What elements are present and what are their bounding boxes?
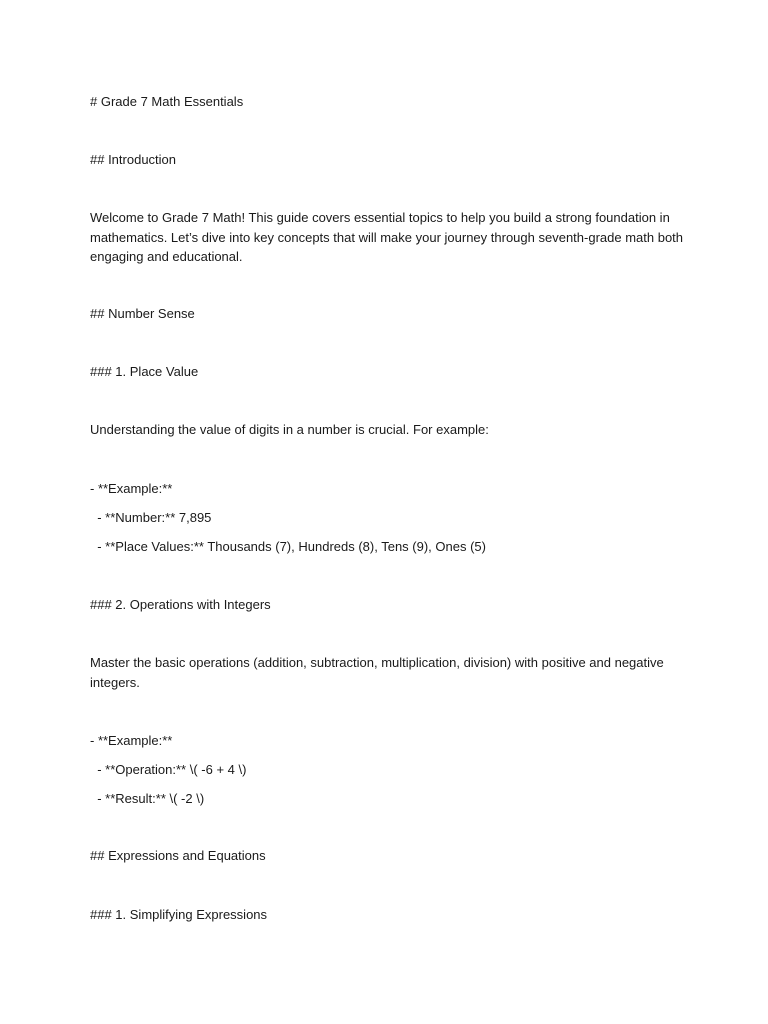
operations-paragraph: Master the basic operations (addition, subtraction, multiplication, division) with positive and negative integers. [90,655,668,690]
heading-number-sense: ## Number Sense [90,306,195,321]
place-value-paragraph: Understanding the value of digits in a number is crucial. For example: [90,422,489,437]
heading-operations-with-integers: ### 2. Operations with Integers [90,597,271,612]
heading-expressions-and-equations: ## Expressions and Equations [90,848,266,863]
list-item: - **Number:** 7,895 [90,510,212,525]
list-item: - **Example:** [90,481,173,496]
heading-place-value: ### 1. Place Value [90,364,199,379]
heading-introduction: ## Introduction [90,152,177,167]
heading-simplifying-expressions: ### 1. Simplifying Expressions [90,907,268,922]
list-item: - **Operation:** \( -6 + 4 \) [90,762,247,777]
list-item: - **Example:** [90,733,173,748]
introduction-paragraph: Welcome to Grade 7 Math! This guide covers essential topics to help you build a strong foundation in mathematics. Let’s dive into key concepts that will make your journey through seventh-grade math both engaging and educational. [90,210,687,264]
document-title: # Grade 7 Math Essentials [90,94,244,109]
list-item: - **Place Values:** Thousands (7), Hundreds (8), Tens (9), Ones (5) [90,539,486,554]
list-item: - **Result:** \( -2 \) [90,791,205,806]
